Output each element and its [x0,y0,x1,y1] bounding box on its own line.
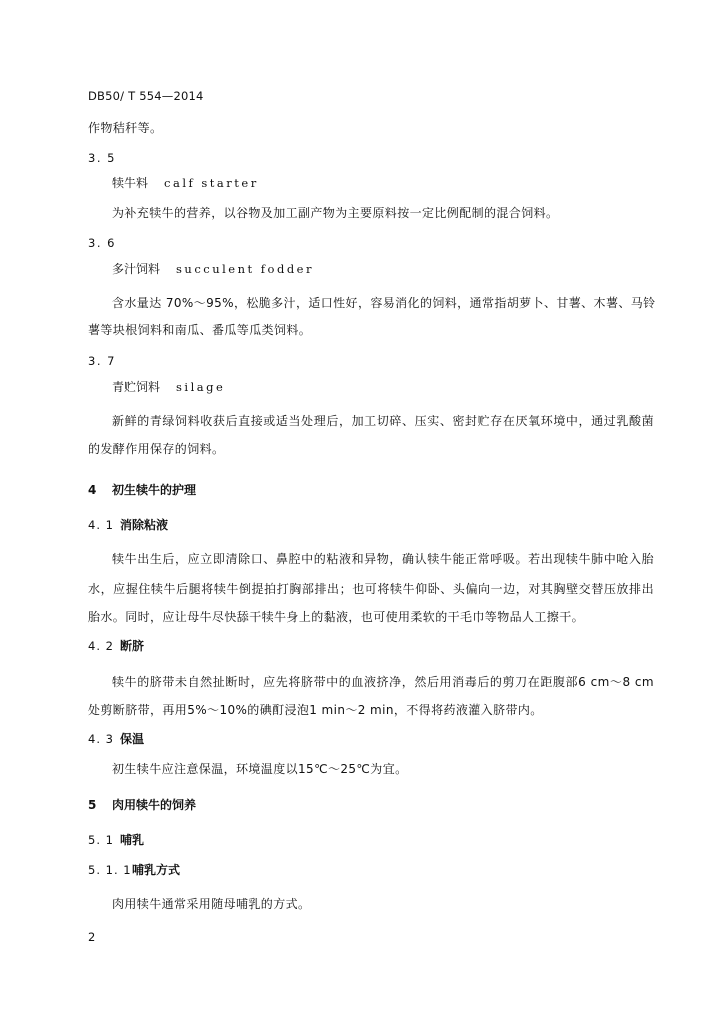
section-title: 肉用犊牛的饲养 [112,798,197,812]
page-number: 2 [88,930,96,944]
paragraph-line: 犊牛出生后，应立即清除口、鼻腔中的粘液和异物，确认犊牛能正常呼吸。若出现犊牛肺中呛入胎 [112,552,654,566]
section-title: 消除粘液 [120,518,169,532]
section-title: 初生犊牛的护理 [112,483,197,497]
doc-code: DB50/ T 554—2014 [88,89,204,103]
subsection-heading [88,638,144,654]
term-chinese: 青贮饲料 [112,380,161,394]
term-english: calf starter [164,176,259,190]
term-definition: 的发酵作用保存的饲料。 [88,442,225,456]
clause-number: 3. 5 [88,151,116,165]
paragraph-line: 水，应握住犊牛后腿将犊牛倒提拍打胸部排出；也可将犊牛仰卧、头偏向一边，对其胸壁交替压放排出 [88,582,654,596]
term-definition: 为补充犊牛的营养，以谷物及加工副产物为主要原料按一定比例配制的混合饲料。 [112,206,559,220]
section-number: 5 [88,798,98,812]
section-number: 5. 1 [88,833,114,847]
section-number: 4. 1 [88,518,114,532]
term-chinese: 犊牛料 [112,176,149,190]
term-chinese: 多汁饲料 [112,262,161,276]
term-entry [112,379,225,395]
subsection-heading [88,832,144,848]
paragraph-line: 初生犊牛应注意保温，环境温度以15℃～25℃为宜。 [112,762,408,776]
paragraph-line: 胎水。同时，应让母牛尽快舔干犊牛身上的黏液，也可使用柔软的干毛巾等物品人工擦干。 [88,610,585,624]
paragraph-line: 处剪断脐带，再用5%～10%的碘酊浸泡1 min～2 min，不得将药液灌入脐带内。 [88,703,543,717]
clause-number: 3. 6 [88,236,116,250]
paragraph-line: 作物秸秆等。 [88,121,163,135]
section-title: 哺乳 [120,833,145,847]
paragraph-line: 犊牛的脐带未自然扯断时，应先将脐带中的血液挤净，然后用消毒后的剪刀在距腹部6 cm～8 cm [112,675,654,689]
term-entry [112,175,259,191]
section-number: 4. 2 [88,639,114,653]
section-title: 断脐 [120,639,145,653]
section-title: 保温 [120,732,145,746]
section-heading [88,482,196,498]
term-english: succulent fodder [176,262,314,276]
section-number: 4 [88,483,98,497]
term-definition: 新鲜的青绿饲料收获后直接或适当处理后，加工切碎、压实、密封贮存在厌氧环境中，通过乳酸菌 [112,414,654,428]
section-number: 5. 1. 1 [88,863,132,877]
section-title: 哺乳方式 [132,863,181,877]
section-heading [88,797,196,813]
subsubsection-heading [88,862,180,878]
subsection-heading [88,517,168,533]
section-number: 4. 3 [88,732,114,746]
subsection-heading [88,731,144,747]
term-entry [112,261,314,277]
clause-number: 3. 7 [88,354,116,368]
term-definition: 含水量达 70%～95%，松脆多汁，适口性好，容易消化的饲料，通常指胡萝卜、甘薯、木薯、马铃 [112,296,656,310]
term-definition: 薯等块根饲料和南瓜、番瓜等瓜类饲料。 [88,323,312,337]
term-english: silage [176,380,226,394]
paragraph-line: 肉用犊牛通常采用随母哺乳的方式。 [112,897,311,911]
